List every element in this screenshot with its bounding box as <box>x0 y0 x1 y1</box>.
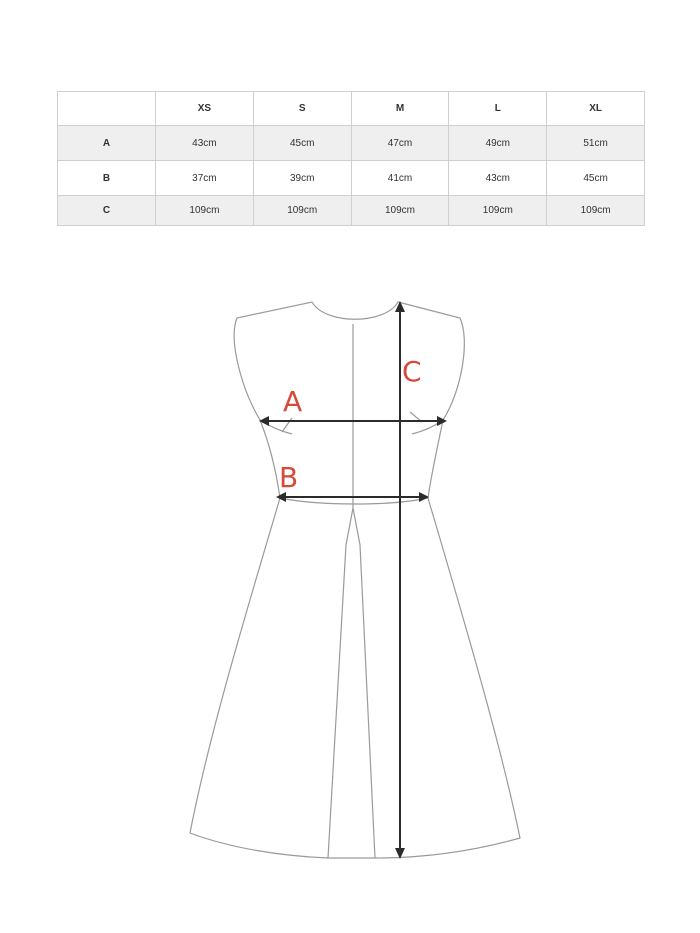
table-header-size-m: M <box>351 92 449 126</box>
table-cell: 45cm <box>547 161 645 196</box>
table-header-size-l: L <box>449 92 547 126</box>
table-cell: 109cm <box>351 196 449 226</box>
measure-b-arrow-right <box>419 492 429 502</box>
table-cell: 39cm <box>253 161 351 196</box>
table-header-size-s: S <box>253 92 351 126</box>
label-a: A <box>283 385 303 418</box>
skirt-pleat-right <box>353 508 375 858</box>
measure-c-arrow-top <box>395 301 405 312</box>
table-cell: 45cm <box>253 126 351 161</box>
table-cell: 43cm <box>156 126 254 161</box>
table-cell: 47cm <box>351 126 449 161</box>
table-cell: 37cm <box>156 161 254 196</box>
dress-silhouette <box>190 302 520 858</box>
table-header-size-xs: XS <box>156 92 254 126</box>
table-cell: 109cm <box>449 196 547 226</box>
waist-seam <box>280 498 428 504</box>
skirt-pleat-left <box>328 508 353 858</box>
table-cell: 43cm <box>449 161 547 196</box>
label-b: B <box>279 461 299 494</box>
row-label-c: C <box>58 196 156 226</box>
row-label-a: A <box>58 126 156 161</box>
table-header-size-xl: XL <box>547 92 645 126</box>
label-c: C <box>402 355 422 388</box>
table-cell: 109cm <box>253 196 351 226</box>
table-cell: 109cm <box>547 196 645 226</box>
table-cell: 49cm <box>449 126 547 161</box>
table-cell: 109cm <box>156 196 254 226</box>
row-label-b: B <box>58 161 156 196</box>
table-cell: 51cm <box>547 126 645 161</box>
table-cell: 41cm <box>351 161 449 196</box>
measure-a-arrow-left <box>259 416 269 426</box>
